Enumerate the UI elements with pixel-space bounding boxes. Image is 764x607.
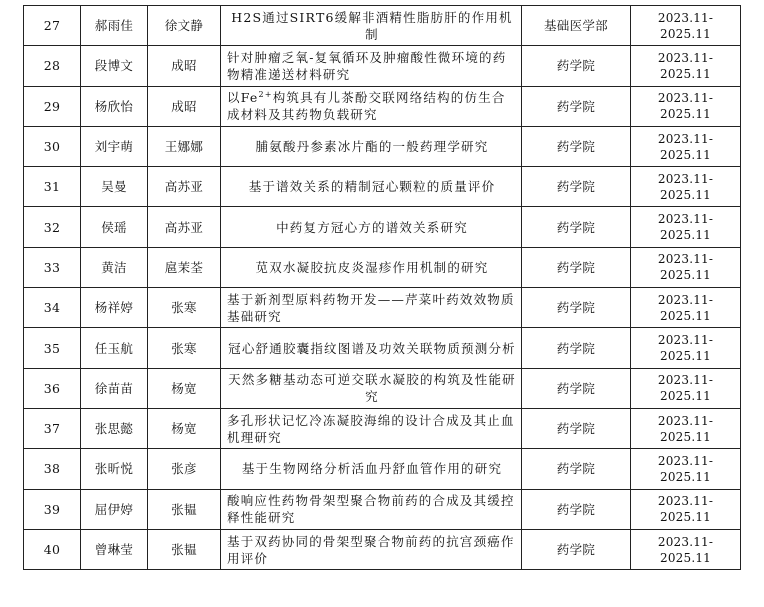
project-title: 天然多糖基动态可逆交联水凝胶的构筑及性能研究 bbox=[221, 368, 522, 408]
advisor-name: 张韫 bbox=[148, 529, 221, 569]
advisor-name: 王娜娜 bbox=[148, 126, 221, 166]
row-number: 29 bbox=[24, 86, 81, 126]
project-title: 脯氨酸丹参素冰片酯的一般药理学研究 bbox=[221, 126, 522, 166]
title-text-prefix: 以Fe bbox=[227, 90, 259, 106]
period-start: 2023.11- bbox=[657, 413, 714, 428]
student-name: 杨欣怡 bbox=[81, 86, 148, 126]
project-period bbox=[631, 529, 741, 569]
project-period bbox=[631, 328, 741, 368]
period-start: 2023.11- bbox=[657, 252, 714, 267]
period-start: 2023.11- bbox=[657, 534, 714, 549]
advisor-name: 张彦 bbox=[148, 449, 221, 489]
table-row bbox=[24, 408, 741, 448]
project-period bbox=[631, 288, 741, 328]
period-end: 2025.11 bbox=[659, 510, 712, 525]
period-end: 2025.11 bbox=[659, 228, 712, 243]
project-title: 基于生物网络分析活血丹舒血管作用的研究 bbox=[221, 449, 522, 489]
advisor-name: 张韫 bbox=[148, 489, 221, 529]
period-start: 2023.11- bbox=[657, 292, 714, 307]
project-period bbox=[631, 489, 741, 529]
project-title: 针对肿瘤乏氧-复氧循环及肿瘤酸性微环境的药物精准递送材料研究 bbox=[221, 46, 522, 86]
row-number: 27 bbox=[24, 6, 81, 46]
advisor-name: 张寒 bbox=[148, 288, 221, 328]
student-name: 张思懿 bbox=[81, 408, 148, 448]
row-number: 28 bbox=[24, 46, 81, 86]
period-start: 2023.11- bbox=[657, 494, 714, 509]
period-end: 2025.11 bbox=[659, 147, 712, 162]
student-name: 任玉航 bbox=[81, 328, 148, 368]
period-end: 2025.11 bbox=[659, 429, 712, 444]
project-period bbox=[631, 86, 741, 126]
period-start: 2023.11- bbox=[657, 212, 714, 227]
project-period bbox=[631, 408, 741, 448]
table-row bbox=[24, 247, 741, 287]
period-end: 2025.11 bbox=[659, 66, 712, 81]
project-title: 冠心舒通胶囊指纹图谱及功效关联物质预测分析 bbox=[221, 328, 522, 368]
project-period bbox=[631, 126, 741, 166]
table-row bbox=[24, 46, 741, 86]
project-period bbox=[631, 247, 741, 287]
advisor-name: 杨宽 bbox=[148, 408, 221, 448]
student-name: 张昕悦 bbox=[81, 449, 148, 489]
student-name: 侯瑶 bbox=[81, 207, 148, 247]
row-number: 39 bbox=[24, 489, 81, 529]
table-row bbox=[24, 167, 741, 207]
project-table bbox=[23, 5, 741, 570]
row-number: 38 bbox=[24, 449, 81, 489]
table-row bbox=[24, 86, 741, 126]
period-end: 2025.11 bbox=[659, 349, 712, 364]
table-row bbox=[24, 368, 741, 408]
advisor-name: 张寒 bbox=[148, 328, 221, 368]
table-row bbox=[24, 529, 741, 569]
project-title: H2S通过SIRT6缓解非酒精性脂肪肝的作用机制 bbox=[221, 6, 522, 46]
table-row bbox=[24, 126, 741, 166]
project-period bbox=[631, 46, 741, 86]
table-row bbox=[24, 288, 741, 328]
row-number: 30 bbox=[24, 126, 81, 166]
period-end: 2025.11 bbox=[659, 187, 712, 202]
project-title: 基于双药协同的骨架型聚合物前药的抗宫颈癌作用评价 bbox=[221, 529, 522, 569]
row-number: 40 bbox=[24, 529, 81, 569]
project-title: 苋双水凝胶抗皮炎湿疹作用机制的研究 bbox=[221, 247, 522, 287]
period-start: 2023.11- bbox=[657, 171, 714, 186]
school-name: 药学院 bbox=[522, 449, 631, 489]
student-name: 段博文 bbox=[81, 46, 148, 86]
advisor-name: 扈茉荃 bbox=[148, 247, 221, 287]
school-name: 药学院 bbox=[522, 247, 631, 287]
student-name: 吴曼 bbox=[81, 167, 148, 207]
period-end: 2025.11 bbox=[659, 469, 712, 484]
period-start: 2023.11- bbox=[657, 10, 714, 25]
period-start: 2023.11- bbox=[657, 333, 714, 348]
row-number: 33 bbox=[24, 247, 81, 287]
student-name: 屈伊婷 bbox=[81, 489, 148, 529]
student-name: 曾琳莹 bbox=[81, 529, 148, 569]
advisor-name: 成昭 bbox=[148, 86, 221, 126]
period-end: 2025.11 bbox=[659, 308, 712, 323]
project-period bbox=[631, 368, 741, 408]
table-row bbox=[24, 6, 741, 46]
student-name: 徐苗苗 bbox=[81, 368, 148, 408]
school-name: 药学院 bbox=[522, 328, 631, 368]
project-title: 酸响应性药物骨架型聚合物前药的合成及其缓控释性能研究 bbox=[221, 489, 522, 529]
period-end: 2025.11 bbox=[659, 268, 712, 283]
project-title: 中药复方冠心方的谱效关系研究 bbox=[221, 207, 522, 247]
period-start: 2023.11- bbox=[657, 50, 714, 65]
project-title: 基于新剂型原料药物开发——芹菜叶药效效物质基础研究 bbox=[221, 288, 522, 328]
advisor-name: 高苏亚 bbox=[148, 167, 221, 207]
title-superscript: 2+ bbox=[258, 90, 273, 100]
school-name: 药学院 bbox=[522, 126, 631, 166]
advisor-name: 成昭 bbox=[148, 46, 221, 86]
school-name: 药学院 bbox=[522, 408, 631, 448]
title-text-suffix: 构筑具有儿茶酚交联网络结构的仿生合成材料及其药物负载研究 bbox=[227, 90, 506, 123]
project-period bbox=[631, 167, 741, 207]
row-number: 36 bbox=[24, 368, 81, 408]
period-end: 2025.11 bbox=[659, 550, 712, 565]
school-name: 药学院 bbox=[522, 489, 631, 529]
table-row bbox=[24, 328, 741, 368]
student-name: 杨祥婷 bbox=[81, 288, 148, 328]
student-name: 黄洁 bbox=[81, 247, 148, 287]
school-name: 药学院 bbox=[522, 86, 631, 126]
school-name: 药学院 bbox=[522, 368, 631, 408]
table-row bbox=[24, 207, 741, 247]
period-start: 2023.11- bbox=[657, 453, 714, 468]
school-name: 药学院 bbox=[522, 46, 631, 86]
project-period bbox=[631, 207, 741, 247]
table-row bbox=[24, 489, 741, 529]
row-number: 35 bbox=[24, 328, 81, 368]
period-end: 2025.11 bbox=[659, 107, 712, 122]
period-end: 2025.11 bbox=[659, 26, 712, 41]
school-name: 药学院 bbox=[522, 288, 631, 328]
project-title: 多孔形状记忆冷冻凝胶海绵的设计合成及其止血机理研究 bbox=[221, 408, 522, 448]
period-start: 2023.11- bbox=[657, 373, 714, 388]
advisor-name: 高苏亚 bbox=[148, 207, 221, 247]
advisor-name: 徐文静 bbox=[148, 6, 221, 46]
project-period bbox=[631, 449, 741, 489]
school-name: 药学院 bbox=[522, 167, 631, 207]
school-name: 基础医学部 bbox=[522, 6, 631, 46]
student-name: 刘宇萌 bbox=[81, 126, 148, 166]
row-number: 32 bbox=[24, 207, 81, 247]
table-row bbox=[24, 449, 741, 489]
period-start: 2023.11- bbox=[657, 91, 714, 106]
row-number: 34 bbox=[24, 288, 81, 328]
row-number: 37 bbox=[24, 408, 81, 448]
project-title: 基于谱效关系的精制冠心颗粒的质量评价 bbox=[221, 167, 522, 207]
row-number: 31 bbox=[24, 167, 81, 207]
school-name: 药学院 bbox=[522, 529, 631, 569]
period-end: 2025.11 bbox=[659, 389, 712, 404]
student-name: 郝雨佳 bbox=[81, 6, 148, 46]
project-period bbox=[631, 6, 741, 46]
school-name: 药学院 bbox=[522, 207, 631, 247]
project-title bbox=[221, 86, 522, 126]
advisor-name: 杨宽 bbox=[148, 368, 221, 408]
period-start: 2023.11- bbox=[657, 131, 714, 146]
